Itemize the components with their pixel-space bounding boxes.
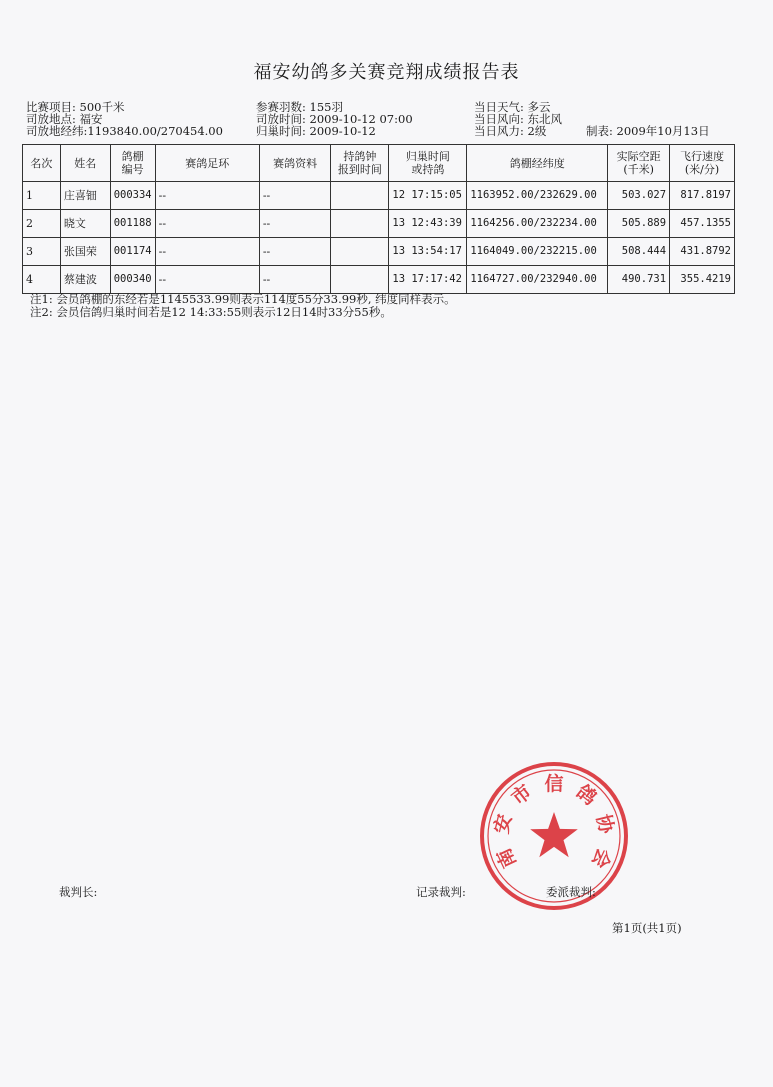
note-2: 注2: 会员信鸽归巢时间若是12 14:33:55则表示12日14时33分55秒。 bbox=[30, 305, 392, 319]
column-header-line: 姓名 bbox=[74, 156, 97, 170]
table-cell: 3 bbox=[23, 238, 61, 266]
table-cell: 000340 bbox=[110, 266, 155, 294]
seal-character: 信 bbox=[544, 773, 564, 795]
column-header-line: 名次 bbox=[30, 156, 53, 170]
table-cell: 13 12:43:39 bbox=[389, 210, 467, 238]
wind-force: 当日风力: 2级 bbox=[474, 124, 547, 138]
chief-judge-label: 裁判长: bbox=[59, 885, 98, 899]
column-header-line: 归巢时间 bbox=[405, 150, 450, 163]
table-cell: 蔡建波 bbox=[60, 266, 110, 294]
table-cell bbox=[331, 182, 389, 210]
table-cell: -- bbox=[259, 210, 331, 238]
table-cell: 12 17:15:05 bbox=[389, 182, 467, 210]
column-header-line: 鸽棚 bbox=[121, 150, 144, 163]
release-place: 司放地点: 福安 bbox=[26, 112, 103, 126]
table-cell bbox=[331, 210, 389, 238]
column-header-line: 飞行速度 bbox=[680, 150, 725, 163]
table-cell: 457.1355 bbox=[670, 210, 735, 238]
page-number: 第1页(共1页) bbox=[612, 921, 682, 935]
table-cell: 4 bbox=[23, 266, 61, 294]
column-header bbox=[259, 145, 331, 182]
table-header-row bbox=[23, 145, 735, 182]
entries-count: 参赛羽数: 155羽 bbox=[256, 100, 343, 114]
table-cell: 505.889 bbox=[608, 210, 670, 238]
table-cell: -- bbox=[259, 238, 331, 266]
seal-star-icon bbox=[530, 812, 578, 857]
table-cell: 13 17:17:42 bbox=[389, 266, 467, 294]
seal-character: 安 bbox=[490, 812, 517, 836]
release-coordinates: 司放地经纬:1193840.00/270454.00 bbox=[26, 124, 223, 138]
table-cell bbox=[331, 238, 389, 266]
table-cell: -- bbox=[155, 210, 259, 238]
note-1: 注1: 会员鸽棚的东经若是1145533.99则表示114度55分33.99秒, 纬度同样表示。 bbox=[30, 292, 456, 306]
column-header-line: 赛鸽足环 bbox=[185, 156, 230, 170]
column-header bbox=[467, 145, 608, 182]
table-body bbox=[23, 182, 735, 294]
column-header bbox=[331, 145, 389, 182]
table-row bbox=[23, 182, 735, 210]
column-header bbox=[110, 145, 155, 182]
column-header bbox=[23, 145, 61, 182]
table-cell: 001174 bbox=[110, 238, 155, 266]
table-cell: 1164727.00/232940.00 bbox=[467, 266, 608, 294]
table-row bbox=[23, 266, 735, 294]
return-time: 归巢时间: 2009-10-12 bbox=[256, 124, 376, 138]
table-cell: 庄喜钿 bbox=[60, 182, 110, 210]
column-header-line: 鸽棚经纬度 bbox=[509, 156, 565, 170]
record-judge-label: 记录裁判: bbox=[416, 885, 466, 899]
seal-character: 协 bbox=[591, 812, 618, 836]
table-cell: -- bbox=[155, 238, 259, 266]
results-table bbox=[22, 144, 735, 294]
column-header-line: 报到时间 bbox=[337, 163, 382, 176]
table-cell: 1164256.00/232234.00 bbox=[467, 210, 608, 238]
column-header-line: 赛鸽资料 bbox=[273, 156, 318, 170]
table-cell: 817.8197 bbox=[670, 182, 735, 210]
table-cell: 1 bbox=[23, 182, 61, 210]
report-title: 福安幼鸽多关赛竞翔成绩报告表 bbox=[253, 62, 520, 83]
column-header bbox=[60, 145, 110, 182]
made-date: 制表: 2009年10月13日 bbox=[586, 124, 710, 138]
dispatch-judge-label: 委派裁判: bbox=[546, 885, 596, 899]
column-header-line: (米/分) bbox=[684, 163, 720, 176]
table-cell: 503.027 bbox=[608, 182, 670, 210]
weather: 当日天气: 多云 bbox=[474, 100, 551, 114]
column-header-line: 编号 bbox=[121, 163, 144, 176]
table-cell: 2 bbox=[23, 210, 61, 238]
seal-character: 市 bbox=[507, 780, 536, 810]
seal-character: 南 bbox=[492, 844, 521, 872]
table-cell: -- bbox=[259, 182, 331, 210]
wind-direction: 当日风向: 东北风 bbox=[474, 112, 563, 126]
seal-character: 会 bbox=[587, 844, 616, 872]
table-cell: 张国荣 bbox=[60, 238, 110, 266]
race-item: 比赛项目: 500千米 bbox=[26, 100, 125, 114]
table-cell: 355.4219 bbox=[670, 266, 735, 294]
column-header bbox=[389, 145, 467, 182]
table-cell: -- bbox=[259, 266, 331, 294]
release-time: 司放时间: 2009-10-12 07:00 bbox=[256, 112, 413, 126]
table-cell: -- bbox=[155, 266, 259, 294]
table-cell: 1164049.00/232215.00 bbox=[467, 238, 608, 266]
seal-character: 鸽 bbox=[572, 780, 601, 810]
table-cell: 000334 bbox=[110, 182, 155, 210]
table-cell: 490.731 bbox=[608, 266, 670, 294]
table-cell bbox=[331, 266, 389, 294]
column-header-line: 实际空距 bbox=[616, 150, 661, 163]
column-header bbox=[670, 145, 735, 182]
table-cell: -- bbox=[155, 182, 259, 210]
table-cell: 1163952.00/232629.00 bbox=[467, 182, 608, 210]
table-row bbox=[23, 238, 735, 266]
table-cell: 晓文 bbox=[60, 210, 110, 238]
column-header-line: 持鸽钟 bbox=[343, 150, 377, 163]
column-header bbox=[155, 145, 259, 182]
table-cell: 508.444 bbox=[608, 238, 670, 266]
column-header-line: 或持鸽 bbox=[411, 163, 445, 176]
column-header bbox=[608, 145, 670, 182]
table-cell: 431.8792 bbox=[670, 238, 735, 266]
table-cell: 001188 bbox=[110, 210, 155, 238]
table-cell: 13 13:54:17 bbox=[389, 238, 467, 266]
table-row bbox=[23, 210, 735, 238]
column-header-line: (千米) bbox=[623, 163, 654, 176]
